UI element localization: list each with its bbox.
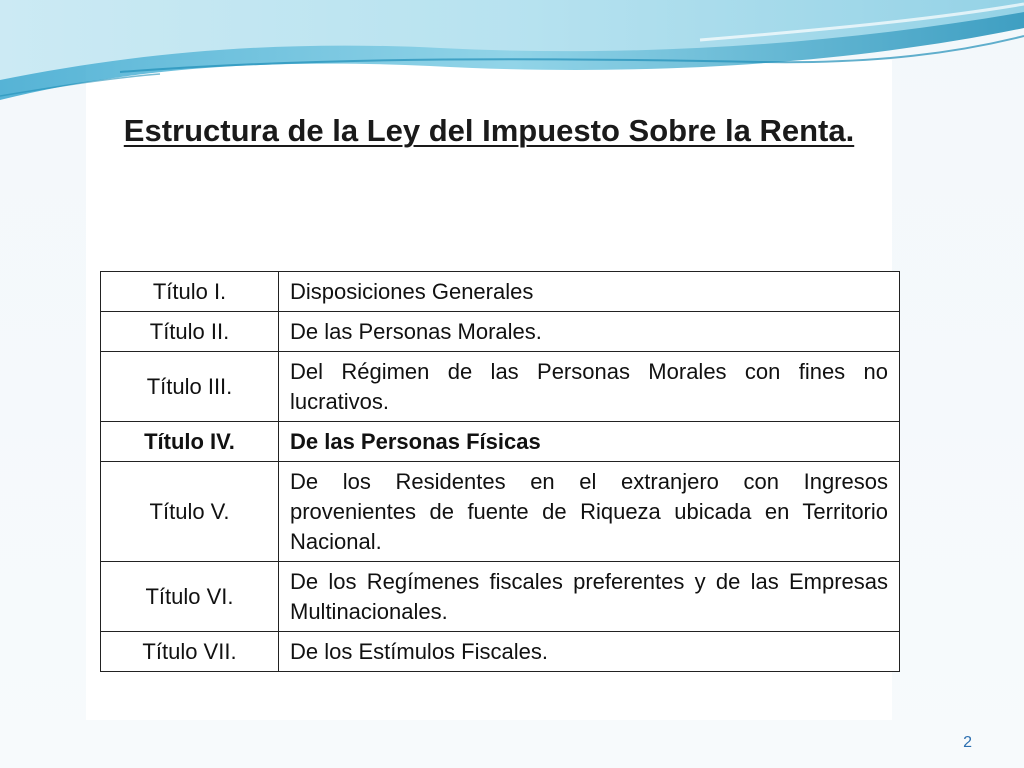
table-row	[101, 422, 900, 462]
table-row	[101, 562, 900, 632]
titulo-cell: Título IV.	[101, 422, 279, 462]
header-swoosh-decoration	[0, 0, 1024, 120]
titulo-cell: Título VI.	[101, 562, 279, 632]
descripcion-cell: De los Estímulos Fiscales.	[279, 632, 900, 672]
table-row	[101, 352, 900, 422]
descripcion-cell: Del Régimen de las Personas Morales con fines no lucrativos.	[279, 352, 900, 422]
descripcion-cell: De los Regímenes fiscales preferentes y de las Empresas Multinacionales.	[279, 562, 900, 632]
titulo-cell: Título V.	[101, 462, 279, 562]
table-row	[101, 462, 900, 562]
table-row	[101, 312, 900, 352]
table-row	[101, 272, 900, 312]
descripcion-cell: De las Personas Morales.	[279, 312, 900, 352]
titulo-cell: Título II.	[101, 312, 279, 352]
descripcion-cell: De los Residentes en el extranjero con Ingresos provenientes de fuente de Riqueza ubicada en Territorio Nacional.	[279, 462, 900, 562]
page-number: 2	[963, 734, 972, 751]
titulo-cell: Título I.	[101, 272, 279, 312]
titulo-cell: Título III.	[101, 352, 279, 422]
slide-title: Estructura de la Ley del Impuesto Sobre la Renta.	[123, 113, 855, 148]
table-row	[101, 632, 900, 672]
descripcion-cell: Disposiciones Generales	[279, 272, 900, 312]
descripcion-cell: De las Personas Físicas	[279, 422, 900, 462]
titulos-table	[100, 271, 900, 672]
titulo-cell: Título VII.	[101, 632, 279, 672]
